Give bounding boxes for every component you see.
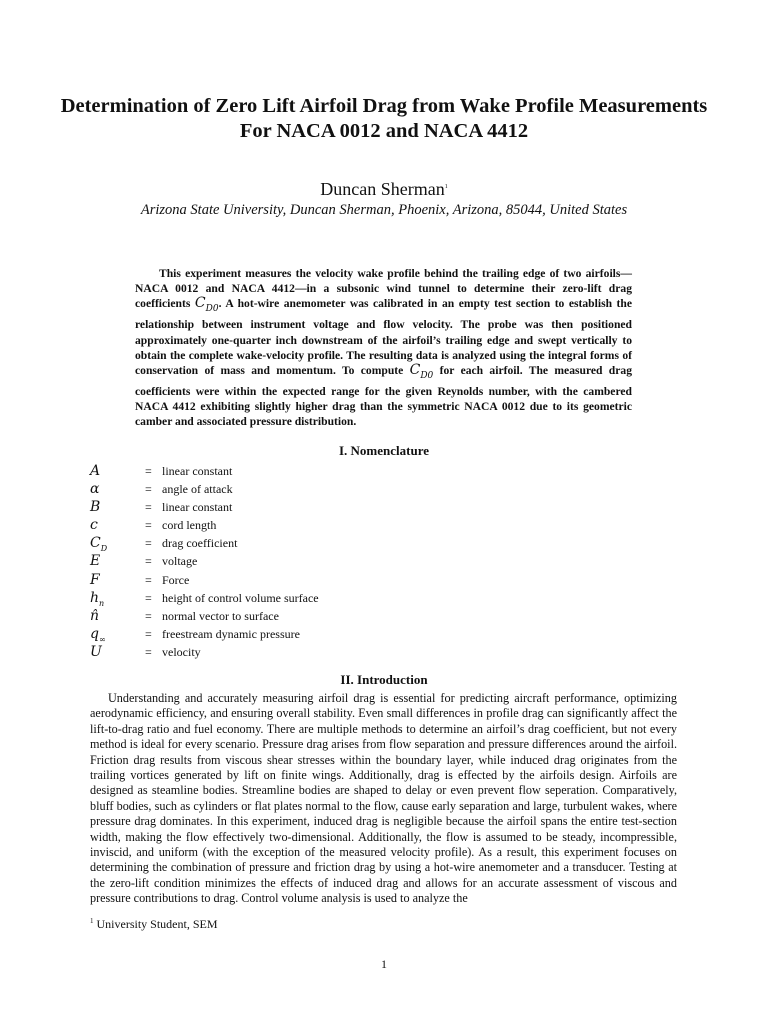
author-name: Duncan Sherman — [320, 179, 445, 199]
nomenclature-symbol: $q_\infty$ — [90, 625, 106, 644]
nomenclature-equals: = — [145, 536, 152, 551]
nomenclature-row — [90, 625, 490, 643]
nomenclature-symbol: α — [90, 481, 100, 498]
nomenclature-equals: = — [145, 500, 152, 515]
nomenclature-row — [90, 498, 490, 516]
nomenclature-definition: angle of attack — [162, 482, 233, 497]
nomenclature-row — [90, 607, 490, 625]
cd0-symbol: $C_{D0}$ — [194, 295, 219, 315]
nomenclature-definition: Force — [162, 572, 190, 587]
nomenclature-definition: voltage — [162, 554, 198, 569]
nomenclature-equals: = — [145, 554, 152, 569]
author-line — [0, 179, 768, 200]
nomenclature-equals: = — [145, 464, 152, 478]
nomenclature-row — [90, 480, 490, 498]
nomenclature-definition: drag coefficient — [162, 536, 238, 551]
nomenclature-equals: = — [145, 590, 152, 605]
footnote-text: University Student, SEM — [96, 917, 218, 931]
nomenclature-symbol: n̂ — [90, 607, 100, 624]
nomenclature-definition: velocity — [162, 644, 201, 659]
nomenclature-symbol: $h_n$ — [90, 589, 105, 608]
cd0-symbol: $C_{D0}$ — [409, 362, 434, 381]
nomenclature-symbol: B — [90, 499, 101, 516]
nomenclature-equals: = — [145, 626, 152, 641]
nomenclature-symbol: E — [90, 553, 101, 570]
nomenclature-row — [90, 516, 490, 534]
abstract — [135, 266, 632, 430]
nomenclature-equals: = — [145, 518, 152, 533]
nomenclature-equals: = — [145, 572, 152, 587]
nomenclature-symbol: F — [90, 571, 100, 588]
abstract-text-1: This experiment measures the velocity wake profile behind the trailing edge of two airfoils—NACA 0012 and NACA 4412—in a subsonic wind tunnel to determine their zero-lift drag coefficients — [135, 267, 632, 311]
nomenclature-definition: normal vector to surface — [162, 608, 279, 623]
paper-title: Determination of Zero Lift Airfoil Drag from Wake Profile Measurements For NACA 0012 and NACA 4412 — [60, 95, 708, 142]
nomenclature-definition: linear constant — [162, 464, 233, 478]
abstract-text-3: for each airfoil. The measured drag coefficients were within the expected range for the given Reynolds number, with the cambered NACA 4412 exhibiting slightly higher drag than the symmetric NACA 0012 due to its geometric camber and associated pressure distribution. — [135, 364, 632, 429]
nomenclature-equals: = — [145, 644, 152, 659]
nomenclature-symbol: c — [90, 517, 98, 534]
nomenclature-symbol: U — [90, 643, 102, 660]
nomenclature-heading: I. Nomenclature — [338, 443, 430, 458]
nomenclature-row — [90, 643, 490, 661]
author-affiliation: Arizona State University, Duncan Sherman, Phoenix, Arizona, 85044, United States — [140, 202, 628, 218]
nomenclature-list — [90, 462, 490, 661]
nomenclature-row — [90, 534, 490, 552]
introduction-paragraph: Understanding and accurately measuring airfoil drag is essential for predicting aircraft performance, optimizing aerodynamic efficiency, and ensuring overall stability. Even small differences in profile drag can significantly affect the lift-to-drag ratio and fuel economy. There are multiple methods to determine an airfoil’s drag coefficient, but not every method is ideal for every scenario. Pressure drag arises from flow separation and pressure differences around the airfoil. Friction drag results from viscous shear stresses within the boundary layer, while induced drag originates from the trailing vortices generated by lift on finite wings. Additionally, drag is effected by the airfoils design. Airfoils are designed as steamline bodies. Streamline bodies are shaped to delay or even prevent flow seperation. Comparatively, bluff bodies, such as cylinders or flat plates normal to the flow, cause early separation and large, turbulent wakes, where pressure drag dominates. In this experiment, induced drag is negligible because the airfoil spans the entire test-section width, making the flow effectively two-dimensional. Additionally, the flow is assumed to be steady, incompressible, inviscid, and uniform (with the exception of the measured velocity profile). As a result, this experiment focuses on determining the combination of pressure and friction drag by using a hot-wire anemometer and a transducer. Testing at the zero-lift condition minimizes the effects of induced drag and allows for an accurate assessment of viscous and pressure contributions to drag. Control volume analysis is used to analyze the — [90, 691, 677, 906]
abstract-text-2: . A hot-wire anemometer was calibrated in an empty test section to establish the relationship between instrument voltage and flow velocity. The probe was then positioned approximately one-quarter inch downstream of the airfoil’s trailing edge and swept vertically to obtain the complete wake-velocity profile. The resulting data is analyzed using the integral forms of conservation of mass and momentum. To compute — [135, 297, 632, 378]
nomenclature-definition: cord length — [162, 518, 217, 533]
nomenclature-row — [90, 462, 490, 480]
nomenclature-definition: freestream dynamic pressure — [162, 626, 300, 641]
nomenclature-equals: = — [145, 482, 152, 497]
nomenclature-row — [90, 589, 490, 607]
footnote-mark: 1 — [90, 917, 94, 925]
nomenclature-row — [90, 571, 490, 589]
introduction-heading: II. Introduction — [340, 672, 428, 687]
page-number: 1 — [381, 957, 387, 971]
nomenclature-equals: = — [145, 608, 152, 623]
footnote — [90, 917, 218, 932]
author-footnote-mark: 1 — [444, 184, 448, 190]
nomenclature-row — [90, 552, 490, 570]
nomenclature-definition: height of control volume surface — [162, 590, 319, 605]
nomenclature-symbol: $C_D$ — [90, 535, 108, 554]
nomenclature-definition: linear constant — [162, 500, 233, 515]
nomenclature-symbol: A — [90, 463, 101, 479]
